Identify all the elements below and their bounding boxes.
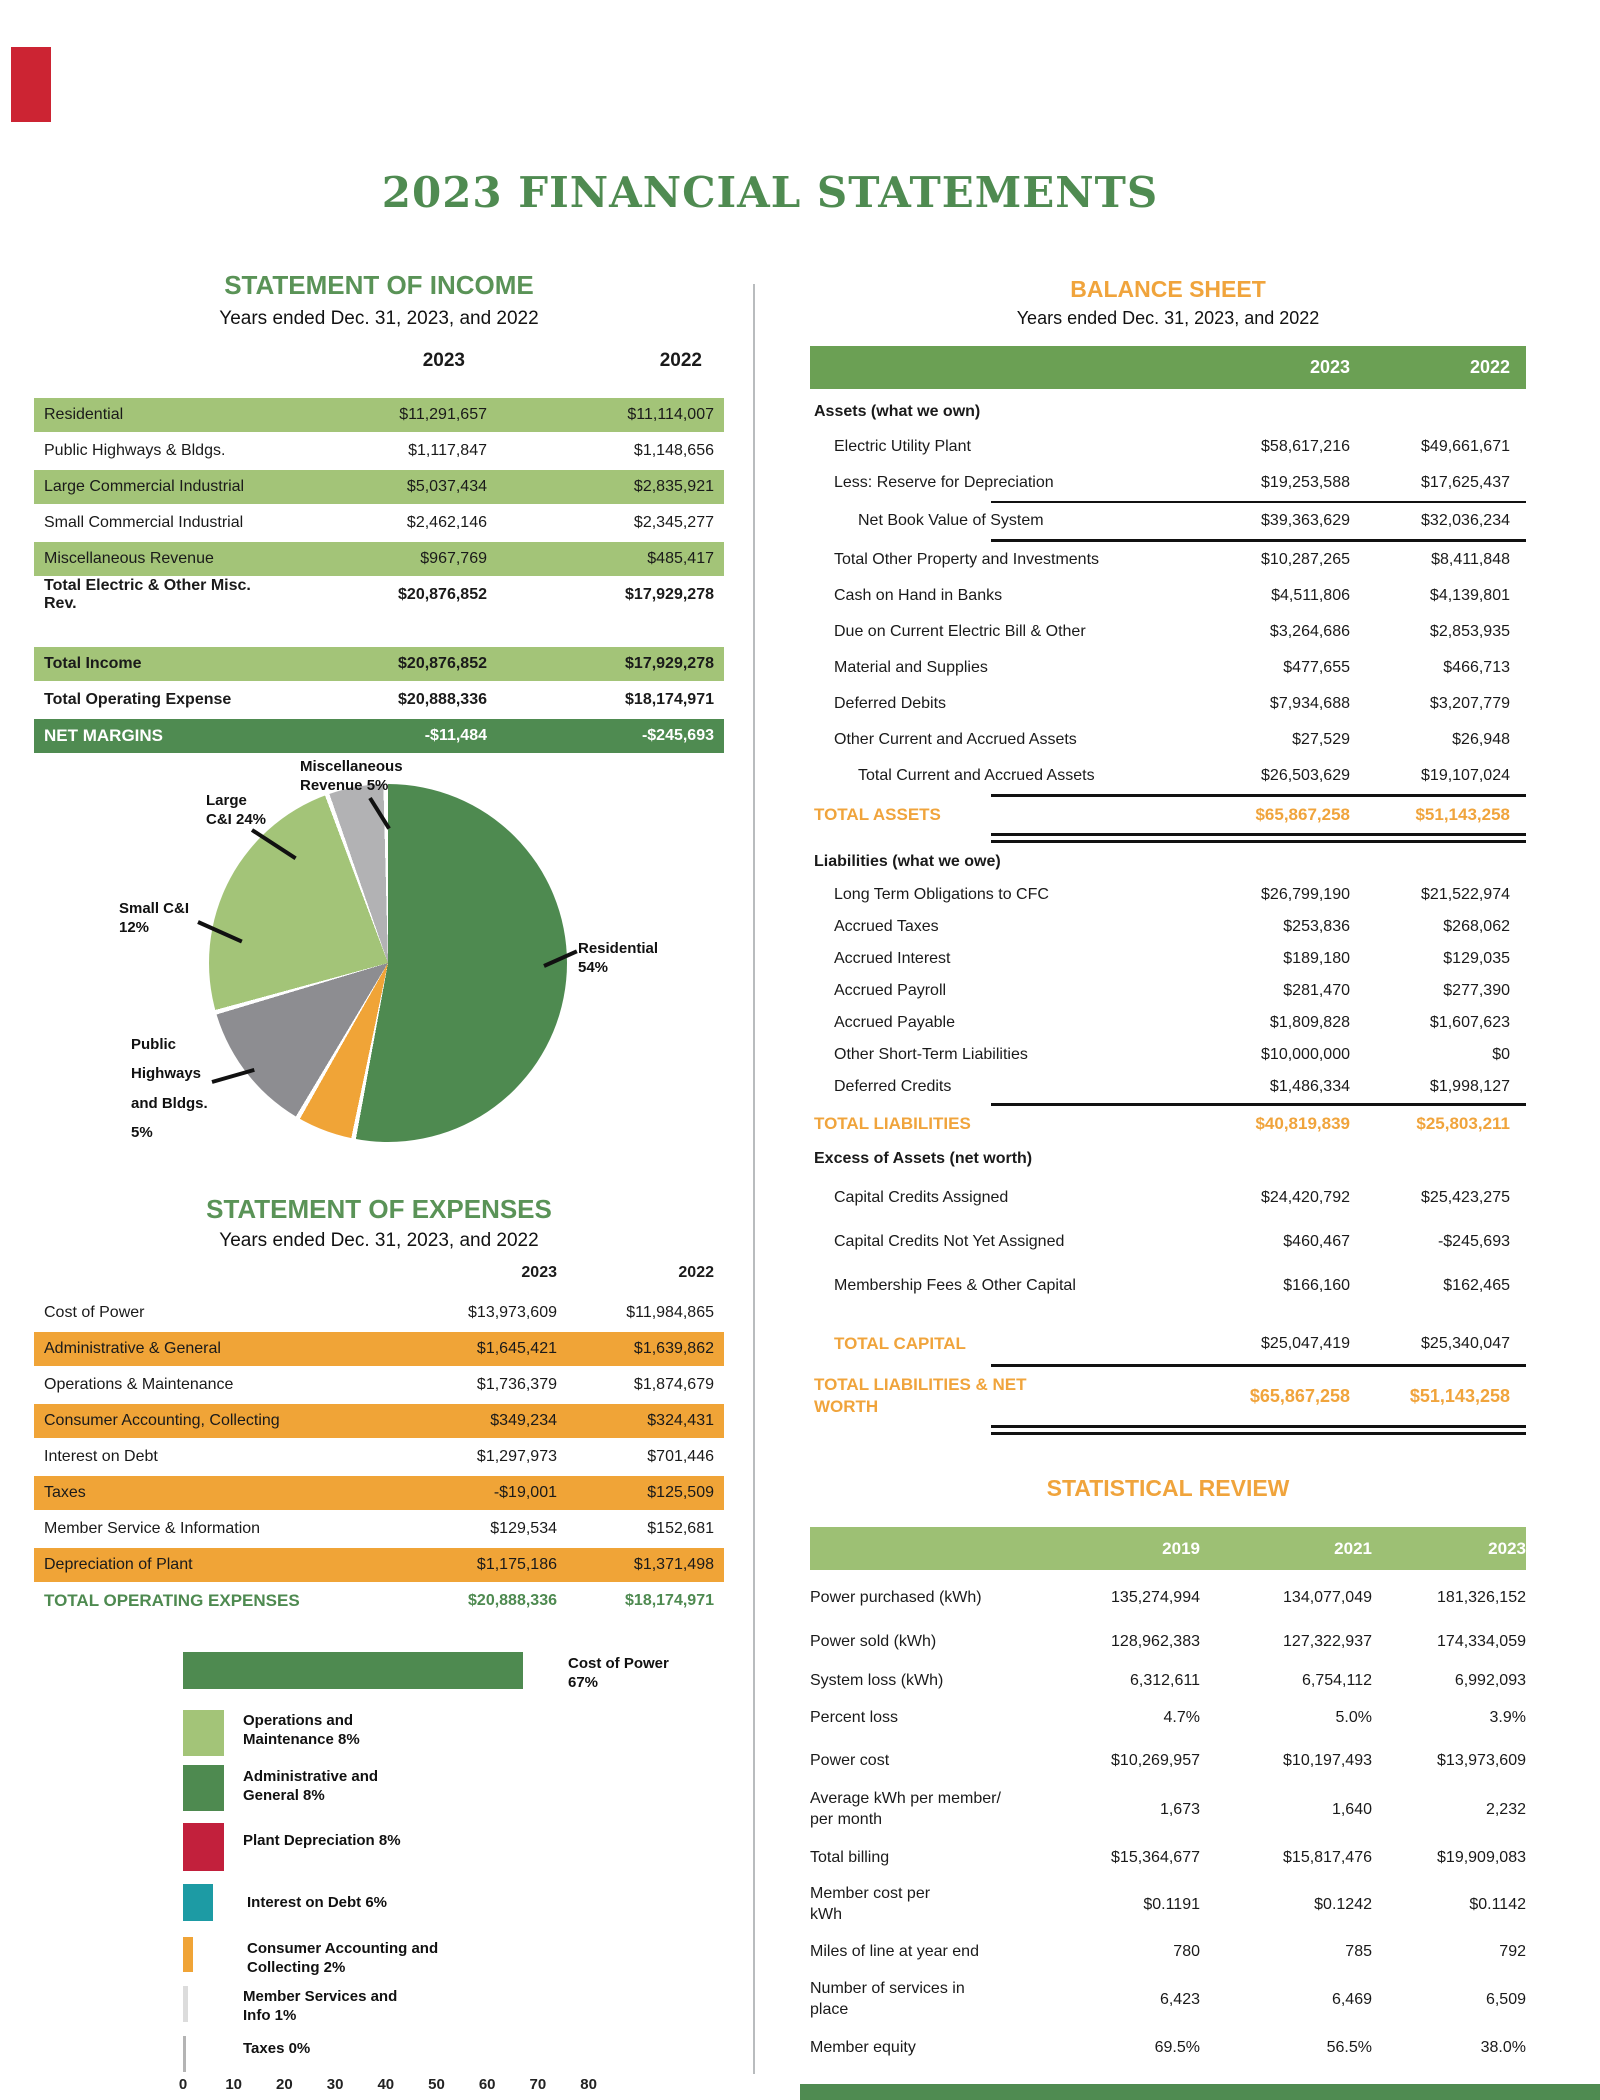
axis-tick: 70 xyxy=(529,2076,547,2093)
double-rule xyxy=(991,1425,1526,1435)
table-row xyxy=(34,1512,724,1546)
table-row: Electric Utility Plant $58,617,216 $49,661,671 xyxy=(834,438,1510,455)
bar-label-taxes: Taxes 0% xyxy=(243,2040,311,2057)
balance-year-band xyxy=(810,346,1526,389)
balance-subtitle: Years ended Dec. 31, 2023, and 2022 xyxy=(1016,308,1320,328)
balance-heading: BALANCE SHEET xyxy=(1070,276,1266,302)
table-row xyxy=(34,1404,724,1438)
table-row: Other Current and Accrued Assets $27,529 $26,948 xyxy=(834,731,1510,748)
stats-year-band xyxy=(810,1527,1526,1570)
bar-consumer-accounting xyxy=(183,1937,193,1972)
table-row: Other Short-Term Liabilities $10,000,000 $0 xyxy=(834,1046,1510,1063)
total-liabilities-net-worth-row: TOTAL LIABILITIES & NET WORTH $65,867,258 $51,143,258 xyxy=(814,1374,1510,1416)
row-value-2022: $324,431 xyxy=(647,1412,714,1429)
row-label: Member Service & Information xyxy=(44,1520,261,1537)
row-value-2023: $20,888,336 xyxy=(468,1592,557,1609)
table-row: Accrued Interest $189,180 $129,035 xyxy=(834,950,1510,967)
column-divider xyxy=(753,284,755,2074)
row-label: Small Commercial Industrial xyxy=(44,514,244,531)
row-value-2023: $20,888,336 xyxy=(398,691,487,708)
bar-label-operations: Operations and Maintenance 8% xyxy=(243,1712,360,1748)
bar-label-administrative: Administrative and General 8% xyxy=(243,1768,379,1804)
pie-label-large-ci: Large C&I 24% xyxy=(206,792,267,828)
section-header-liabilities: Liabilities (what we owe) xyxy=(814,853,1001,870)
table-row: Total Current and Accrued Assets $26,503,629 $19,107,024 xyxy=(858,767,1510,784)
table-row xyxy=(34,1548,724,1582)
section-header-assets: Assets (what we own) xyxy=(814,403,981,420)
row-value-2023: $2,462,146 xyxy=(406,514,487,531)
stats-row: Power sold (kWh) 128,962,383 127,322,937 174,334,059 xyxy=(810,1632,1526,1650)
income-heading: STATEMENT OF INCOME xyxy=(224,270,534,300)
bottom-green-strip xyxy=(800,2084,1600,2100)
table-row: Total Other Property and Investments $10,287,265 $8,411,848 xyxy=(834,551,1510,568)
row-value-2022: -$245,693 xyxy=(641,727,714,744)
stats-row: System loss (kWh) 6,312,611 6,754,112 6,992,093 xyxy=(810,1671,1526,1689)
row-value-2023: $1,297,973 xyxy=(476,1448,557,1465)
axis-tick: 60 xyxy=(478,2076,496,2093)
row-value-2022: $1,148,656 xyxy=(633,442,714,459)
row-value-2023: $349,234 xyxy=(490,1412,557,1429)
table-row: Accrued Payroll $281,470 $277,390 xyxy=(834,982,1510,999)
row-value-2022: $2,835,921 xyxy=(633,478,714,495)
row-value-2023: $1,175,186 xyxy=(476,1556,557,1573)
income-col-2022: 2022 xyxy=(659,350,702,371)
bar-label-plant-depreciation: Plant Depreciation 8% xyxy=(243,1832,401,1849)
bar-cost-of-power xyxy=(183,1652,523,1689)
income-col-2023: 2023 xyxy=(422,350,465,371)
row-value-2022: $1,639,862 xyxy=(633,1340,714,1357)
axis-tick: 0 xyxy=(178,2076,188,2093)
table-row: Deferred Debits $7,934,688 $3,207,779 xyxy=(834,695,1510,712)
stats-col-2023: 2023 xyxy=(1488,1538,1526,1558)
axis-tick: 10 xyxy=(225,2076,243,2093)
pie-label-public-highways: Public Highways and Bldgs. 5% xyxy=(131,1036,208,1141)
balance-col-2022: 2022 xyxy=(1469,357,1510,377)
table-row xyxy=(34,647,724,681)
axis-tick: 30 xyxy=(326,2076,344,2093)
table-row xyxy=(34,1440,724,1474)
double-rule xyxy=(991,833,1526,843)
red-corner-mark xyxy=(11,47,51,122)
bar-taxes xyxy=(183,2036,186,2072)
balance-sheet xyxy=(810,276,1526,2070)
table-row xyxy=(34,1368,724,1402)
bar-label-cost-of-power: Cost of Power 67% xyxy=(568,1655,669,1691)
row-value-2023: $5,037,434 xyxy=(406,478,487,495)
table-row: Capital Credits Not Yet Assigned $460,467 -$245,693 xyxy=(834,1233,1510,1250)
income-year-header xyxy=(34,350,724,372)
row-label: Large Commercial Industrial xyxy=(44,478,245,495)
stats-heading: STATISTICAL REVIEW xyxy=(1046,1475,1290,1501)
row-value-2022: $152,681 xyxy=(647,1520,714,1537)
expenses-table xyxy=(34,1296,724,1620)
row-value-2022: $11,984,865 xyxy=(626,1304,714,1321)
table-row xyxy=(34,1296,724,1330)
table-row xyxy=(34,470,724,504)
row-value-2022: $18,174,971 xyxy=(625,1592,714,1609)
row-label: Consumer Accounting, Collecting xyxy=(44,1412,280,1429)
row-label: Total Electric & Other Misc. Rev. xyxy=(44,577,251,612)
expenses-year-header xyxy=(34,1264,724,1282)
total-operating-expenses-row xyxy=(34,1584,724,1618)
row-label: Miscellaneous Revenue xyxy=(44,550,214,567)
total-assets-row: TOTAL ASSETS $65,867,258 $51,143,258 xyxy=(814,805,1510,824)
table-row xyxy=(34,506,724,540)
stats-row: Number of services in place 6,423 6,469 6,509 xyxy=(810,1980,1526,2018)
table-row xyxy=(34,683,724,717)
row-value-2023: $20,876,852 xyxy=(398,655,487,672)
table-row xyxy=(34,1476,724,1510)
table-row: Membership Fees & Other Capital $166,160 $162,465 xyxy=(834,1277,1510,1294)
expenses-heading: STATEMENT OF EXPENSES xyxy=(206,1194,552,1224)
table-row: Net Book Value of System $39,363,629 $32,036,234 xyxy=(858,512,1510,529)
table-row: Capital Credits Assigned $24,420,792 $25,423,275 xyxy=(834,1189,1510,1206)
axis-tick: 50 xyxy=(428,2076,445,2093)
row-value-2023: $11,291,657 xyxy=(399,406,487,423)
table-row: Deferred Credits $1,486,334 $1,998,127 xyxy=(834,1078,1510,1095)
table-row xyxy=(34,434,724,468)
stats-row: Power purchased (kWh) 135,274,994 134,077,049 181,326,152 xyxy=(810,1588,1526,1606)
stats-row: Power cost $10,269,957 $10,197,493 $13,973,609 xyxy=(810,1751,1526,1769)
net-margins-row xyxy=(34,719,724,753)
bar-plant-depreciation xyxy=(183,1823,224,1871)
row-value-2023: -$11,484 xyxy=(424,727,487,744)
bar-label-member-services: Member Services and Info 1% xyxy=(243,1988,398,2024)
row-value-2022: $2,345,277 xyxy=(633,514,714,531)
row-value-2022: $125,509 xyxy=(647,1484,714,1501)
row-value-2023: $20,876,852 xyxy=(398,586,487,603)
table-row xyxy=(34,578,724,612)
income-subtitle: Years ended Dec. 31, 2023, and 2022 xyxy=(219,308,539,329)
table-row: Less: Reserve for Depreciation $19,253,588 $17,625,437 xyxy=(834,474,1510,491)
stats-row: Member equity 69.5% 56.5% 38.0% xyxy=(810,2038,1526,2056)
row-value-2023: $1,645,421 xyxy=(476,1340,557,1357)
row-value-2022: $11,114,007 xyxy=(627,406,714,423)
row-value-2023: -$19,001 xyxy=(493,1484,557,1501)
axis-tick: 80 xyxy=(580,2076,597,2093)
table-row xyxy=(34,1332,724,1366)
stats-row: Member cost per kWh $0.1191 $0.1242 $0.1142 xyxy=(810,1885,1526,1923)
stats-row: Miles of line at year end 780 785 792 xyxy=(810,1942,1526,1960)
expenses-subtitle: Years ended Dec. 31, 2023, and 2022 xyxy=(219,1230,539,1251)
row-label: Total Income xyxy=(44,655,142,672)
row-value-2022: $17,929,278 xyxy=(625,586,714,603)
bar-administrative-general xyxy=(183,1765,224,1811)
row-value-2022: $18,174,971 xyxy=(625,691,714,708)
table-row: Material and Supplies $477,655 $466,713 xyxy=(834,659,1510,676)
row-label: Residential xyxy=(44,406,124,423)
stats-row: Average kWh per member/ per month 1,673 1,640 2,232 xyxy=(810,1790,1526,1828)
table-row: Accrued Taxes $253,836 $268,062 xyxy=(834,918,1510,935)
row-value-2022: $1,371,498 xyxy=(633,1556,714,1573)
row-label: Cost of Power xyxy=(44,1304,145,1321)
row-value-2023: $967,769 xyxy=(420,550,487,567)
row-value-2023: $1,117,847 xyxy=(408,442,487,459)
row-value-2022: $1,874,679 xyxy=(633,1376,714,1393)
stats-col-2021: 2021 xyxy=(1334,1538,1372,1558)
bar-operations-maintenance xyxy=(183,1710,224,1756)
axis-tick: 20 xyxy=(276,2076,293,2093)
income-table xyxy=(34,398,724,755)
row-label: NET MARGINS xyxy=(44,726,163,745)
row-label: Administrative & General xyxy=(44,1340,221,1357)
table-row: Accrued Payable $1,809,828 $1,607,623 xyxy=(834,1014,1510,1031)
pie-label-misc-revenue: Miscellaneous Revenue 5% xyxy=(300,758,403,794)
bar-label-interest: Interest on Debt 6% xyxy=(247,1894,388,1911)
total-capital-row: TOTAL CAPITAL $25,047,419 $25,340,047 xyxy=(834,1334,1510,1353)
bar-label-consumer: Consumer Accounting and Collecting 2% xyxy=(247,1940,439,1976)
row-label: Taxes xyxy=(44,1484,86,1501)
table-row xyxy=(34,542,724,576)
row-value-2022: $701,446 xyxy=(647,1448,714,1465)
row-label: Interest on Debt xyxy=(44,1448,158,1465)
row-label: Operations & Maintenance xyxy=(44,1376,234,1393)
bar-member-services xyxy=(183,1986,188,2022)
row-value-2023: $13,973,609 xyxy=(468,1304,557,1321)
section-header-net-worth: Excess of Assets (net worth) xyxy=(814,1150,1033,1167)
expenses-col-2023: 2023 xyxy=(521,1264,557,1281)
table-row: Long Term Obligations to CFC $26,799,190 $21,522,974 xyxy=(834,886,1510,903)
row-value-2023: $129,534 xyxy=(490,1520,557,1537)
bar-interest-on-debt xyxy=(183,1884,213,1921)
table-row: Cash on Hand in Banks $4,511,806 $4,139,801 xyxy=(834,587,1510,604)
stats-col-2019: 2019 xyxy=(1162,1538,1200,1558)
table-row: Due on Current Electric Bill & Other $3,264,686 $2,853,935 xyxy=(834,623,1510,640)
stats-row: Percent loss 4.7% 5.0% 3.9% xyxy=(810,1708,1526,1726)
bar-axis xyxy=(178,2076,613,2100)
row-label: TOTAL OPERATING EXPENSES xyxy=(44,1591,300,1610)
total-liabilities-row: TOTAL LIABILITIES $40,819,839 $25,803,211 xyxy=(814,1114,1510,1133)
row-value-2023: $1,736,379 xyxy=(476,1376,557,1393)
row-value-2022: $17,929,278 xyxy=(625,655,714,672)
pie-label-residential: Residential 54% xyxy=(578,940,659,976)
row-label: Depreciation of Plant xyxy=(44,1556,193,1573)
expenses-col-2022: 2022 xyxy=(678,1264,714,1281)
row-value-2022: $485,417 xyxy=(647,550,714,567)
table-row xyxy=(34,398,724,432)
stats-row: Total billing $15,364,677 $15,817,476 $19,909,083 xyxy=(810,1848,1526,1866)
axis-tick: 40 xyxy=(377,2076,395,2093)
balance-col-2023: 2023 xyxy=(1309,357,1350,377)
row-label: Total Operating Expense xyxy=(44,691,232,708)
pie-label-small-ci: Small C&I 12% xyxy=(119,900,190,936)
row-label: Public Highways & Bldgs. xyxy=(44,442,226,459)
page-title: 2023 FINANCIAL STATEMENTS xyxy=(381,168,1159,217)
